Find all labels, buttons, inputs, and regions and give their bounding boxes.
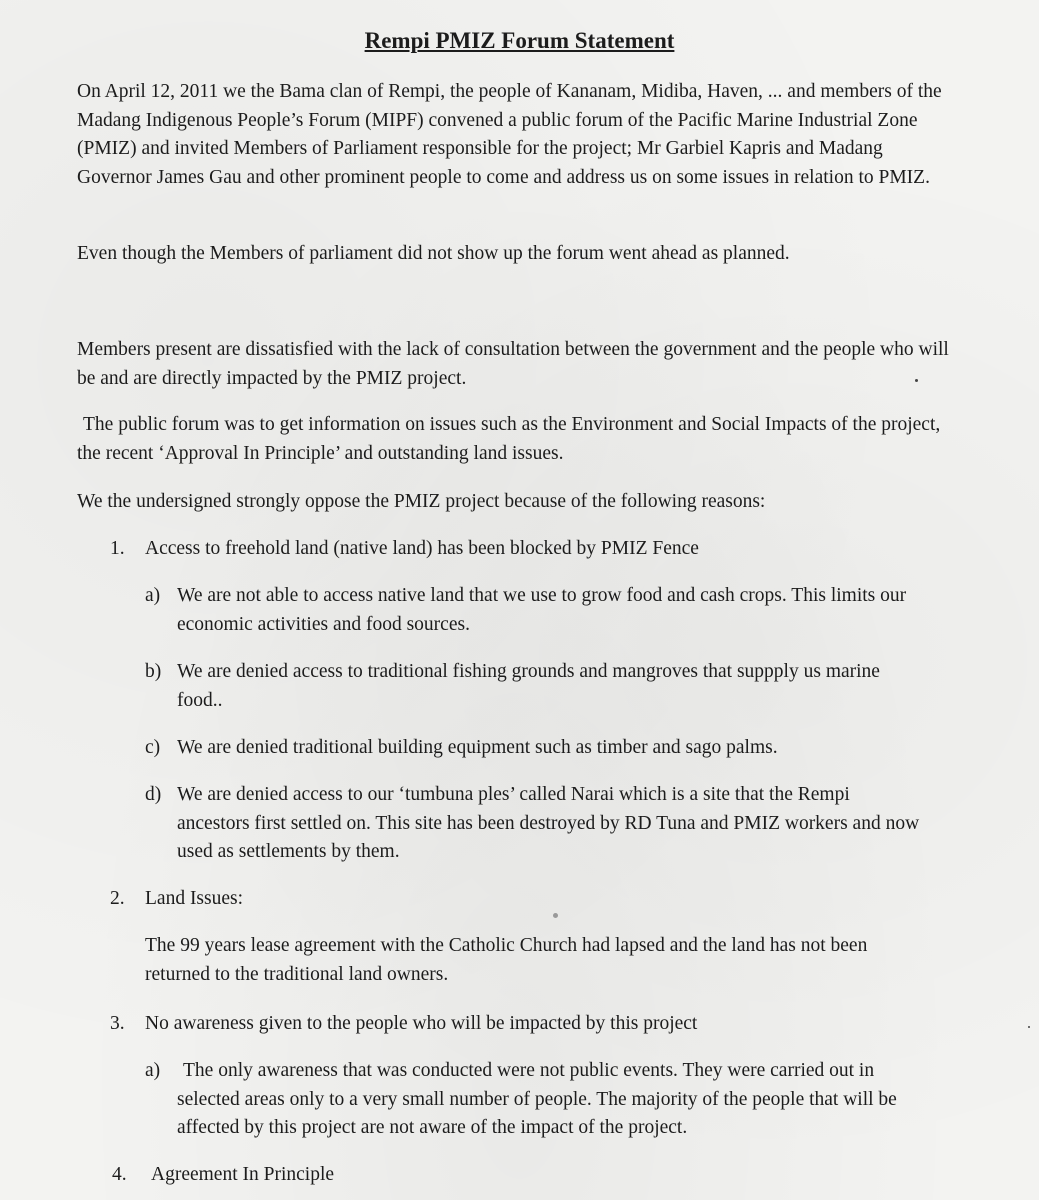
reason-1-sub-a-text: We are not able to access native land that we use to grow food and cash crops. This limits our economic activities and food sources. [177,585,907,635]
reason-4-heading: Agreement In Principle [151,1164,335,1185]
reason-1-sub-d-letter: d) [145,784,162,805]
reason-3-sub-a-letter: a) [145,1060,161,1081]
intro-paragraph-4: The public forum was to get information on issues such as the Environment and Social Impacts of the project, the recent ‘Approval In Principle’ and outstanding land issues. [77,414,941,464]
scan-speck [915,379,918,382]
reason-3-sub-a-text: The only awareness that was conducted were not public events. They were carried out in selected areas only to a very small number of people. The majority of the people that will be affected by this project are not aware of the impact of the project. [177,1060,897,1138]
reason-2-number: 2. [110,888,125,909]
reason-1-sub-c-text: We are denied traditional building equipment such as timber and sago palms. [177,737,778,758]
reason-1-sub-d-text: We are denied access to our ‘tumbuna ples’ called Narai which is a site that the Rempi ancestors first settled on. This site has been destroyed by RD Tuna and PMIZ workers and now used as settlements by them. [177,784,920,862]
reason-1-sub-a-letter: a) [145,585,161,606]
reason-3-number: 3. [110,1013,125,1034]
scan-speck [553,913,558,918]
reason-1-sub-c-letter: c) [145,737,161,758]
reason-1-number: 1. [110,538,125,559]
reason-2-heading: Land Issues: [145,888,244,909]
page-title: Rempi PMIZ Forum Statement [364,28,675,53]
intro-paragraph-2: Even though the Members of parliament did not show up the forum went ahead as planned. [77,243,790,264]
intro-paragraph-5: We the undersigned strongly oppose the PMIZ project because of the following reasons: [77,491,766,512]
reason-2-body: The 99 years lease agreement with the Catholic Church had lapsed and the land has not been returned to the traditional land owners. [145,935,868,985]
intro-paragraph-3: Members present are dissatisfied with the lack of consultation between the government and the people who will be and are directly impacted by the PMIZ project. [77,339,949,389]
reason-1-heading: Access to freehold land (native land) has been blocked by PMIZ Fence [145,538,699,559]
reason-4-number: 4. [112,1164,127,1185]
reason-1-sub-b-letter: b) [145,661,162,682]
reason-1-sub-b-text: We are denied access to traditional fishing grounds and mangroves that suppply us marine food.. [177,661,880,711]
intro-paragraph-1: On April 12, 2011 we the Bama clan of Rempi, the people of Kananam, Midiba, Haven, ... and members of the Madang Indigenous People’s Forum (MIPF) convened a public forum of the Pacific Marine Industrial Zone (PMIZ) and invited Members of Parliament responsible for the project; Mr Garbiel Kapris and Madang Governor James Gau and other prominent people to come and address us on some issues in relation to PMIZ. [77,81,942,188]
reason-3-heading: No awareness given to the people who will be impacted by this project [145,1013,698,1034]
scan-speck [1028,1026,1030,1028]
